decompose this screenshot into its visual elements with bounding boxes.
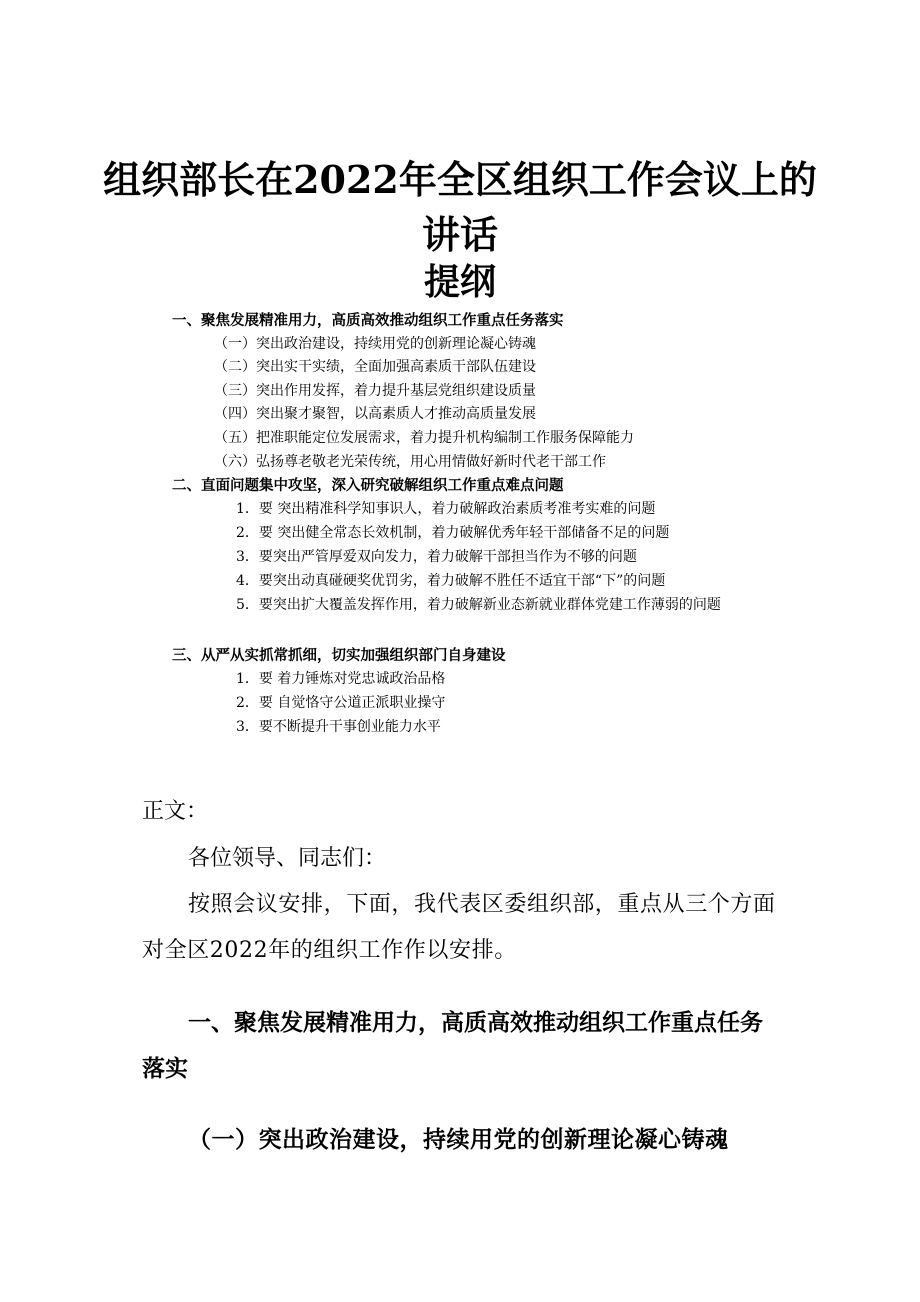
document-title-line-2: 讲话 <box>421 212 498 257</box>
body-label: 正文： <box>142 799 209 824</box>
subsection-1-heading: （一）突出政治建设，持续用党的创新理论凝心铸魂 <box>188 1126 729 1153</box>
outline-item: 2．要 突出健全常态长效机制，着力破解优秀年轻干部储备不足的问题 <box>236 525 670 541</box>
outline-item: 1．要 突出精准科学知事识人，着力破解政治素质考准考实难的问题 <box>236 501 656 517</box>
outline-item: 5．要突出扩大覆盖发挥作用，着力破解新业态新就业群体党建工作薄弱的问题 <box>236 597 721 613</box>
outline-item: （五）把准职能定位发展需求，着力提升机构编制工作服务保障能力 <box>214 430 634 446</box>
outline-item: 2．要 自觉恪守公道正派职业操守 <box>236 695 446 711</box>
outline-item: （二）突出实干实绩，全面加强高素质干部队伍建设 <box>214 359 536 375</box>
outline-item: （一）突出政治建设，持续用党的创新理论凝心铸魂 <box>214 336 536 352</box>
outline-section-1-heading: 一、聚焦发展精准用力，高质高效推动组织工作重点任务落实 <box>172 313 564 329</box>
outline-item: 3．要不断提升干事创业能力水平 <box>236 719 441 735</box>
outline-item: 1．要 着力锤炼对党忠诚政治品格 <box>236 671 446 687</box>
outline-item: 4．要突出动真碰硬奖优罚劣，着力破解不胜任不适宜干部“下”的问题 <box>236 573 666 589</box>
document-title-line-1: 组织部长在2022年全区组织工作会议上的 <box>103 157 817 202</box>
outline-item: （六）弘扬尊老敬老光荣传统，用心用情做好新时代老干部工作 <box>214 454 606 470</box>
outline-section-2-heading: 二、直面问题集中攻坚，深入研究破解组织工作重点难点问题 <box>172 478 564 494</box>
outline-heading: 提纲 <box>423 261 496 303</box>
greeting: 各位领导、同志们： <box>188 846 387 871</box>
outline-item: 3．要突出严管厚爱双向发力，着力破解干部担当作为不够的问题 <box>236 549 637 565</box>
section-1-heading: 一、聚焦发展精准用力，高质高效推动组织工作重点任务落实 <box>142 1010 763 1082</box>
outline-item: （四）突出聚才聚智，以高素质人才推动高质量发展 <box>214 406 536 422</box>
outline-section-3-heading: 三、从严从实抓常抓细，切实加强组织部门自身建设 <box>172 648 506 664</box>
intro-paragraph: 按照会议安排，下面，我代表区委组织部，重点从三个方面对全区2022年的组织工作作以安排。 <box>142 892 776 963</box>
outline-item: （三）突出作用发挥，着力提升基层党组织建设质量 <box>214 383 536 399</box>
